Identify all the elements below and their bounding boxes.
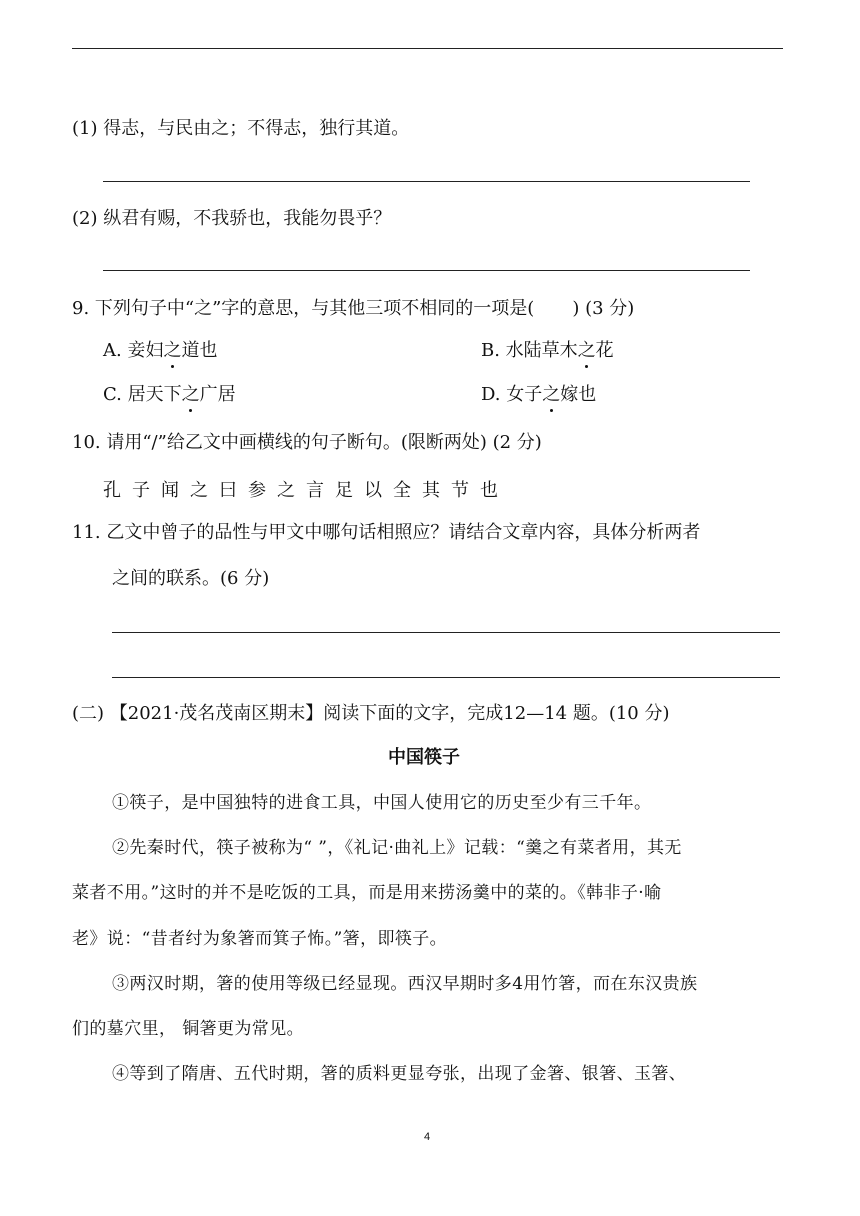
passage-paragraph-4-line-1: ④等到了隋唐、五代时期，箸的质料更显夸张，出现了金箸、银箸、玉箸、 [112, 1064, 687, 1084]
passage-paragraph-2-line-2: 菜者不用。”这时的并不是吃饭的工具，而是用来捞汤羹中的菜的。《韩非子·喻 [72, 883, 662, 903]
option-d[interactable] [481, 383, 596, 407]
option-d-text: 女子 [506, 384, 543, 405]
question-11-line-2: 之间的联系。(6 分) [112, 568, 270, 589]
emphasis-char: 之 [542, 384, 561, 405]
question-10-sentence: 孔子闻之曰参之言足以全其节也 [103, 480, 509, 501]
option-d-text-end: 嫁也 [560, 384, 597, 405]
option-b[interactable] [481, 339, 614, 363]
passage-paragraph-3-line-2: 们的墓穴里， 铜箸更为常见。 [72, 1019, 305, 1039]
option-d-label: D. [481, 384, 507, 405]
passage-title: 中国筷子 [388, 747, 460, 768]
question-9-score: ) (3 分) [572, 298, 635, 319]
answer-item-2: (2) 纵君有赐，不我骄也，我能勿畏乎？ [72, 208, 392, 229]
question-11-line-1: 11. 乙文中曾子的品性与甲文中哪句话相照应？请结合文章内容，具体分析两者 [72, 522, 701, 543]
question-9-text: 9. 下列句子中“之”字的意思，与其他三项不相同的一项是( [72, 298, 535, 319]
answer-line-4 [112, 677, 780, 678]
header-rule [72, 48, 783, 49]
passage-paragraph-2-line-1: ②先秦时代，筷子被称为“ ”，《礼记·曲礼上》记载：“羹之有菜者用，其无 [112, 838, 682, 858]
option-b-text: 水陆草木 [505, 340, 578, 361]
emphasis-char: 之 [163, 340, 182, 361]
option-a-label: A. [103, 340, 128, 361]
answer-line-2 [103, 270, 750, 271]
option-c-text: 居天下 [127, 384, 182, 405]
question-10-stem: 10. 请用“/”给乙文中画横线的句子断句。(限断两处) (2 分) [72, 432, 542, 453]
option-a-text-end: 道也 [181, 340, 218, 361]
passage-paragraph-3-line-1: ③两汉时期，箸的使用等级已经显现。西汉早期时多4用竹箸，而在东汉贵族 [112, 974, 698, 994]
answer-line-1 [103, 181, 750, 182]
option-a-text: 妾妇 [127, 340, 164, 361]
answer-line-3 [112, 632, 780, 633]
option-c-label: C. [103, 384, 128, 405]
answer-item-1: (1) 得志，与民由之；不得志，独行其道。 [72, 118, 410, 139]
option-a[interactable] [103, 339, 217, 363]
passage-paragraph-1: ①筷子，是中国独特的进食工具，中国人使用它的历史至少有三千年。 [112, 793, 652, 813]
question-9-stem [72, 297, 634, 321]
emphasis-char: 之 [577, 340, 596, 361]
option-b-label: B. [481, 340, 506, 361]
emphasis-char: 之 [181, 384, 200, 405]
option-b-text-end: 花 [595, 340, 614, 361]
page-number: 4 [424, 1131, 431, 1143]
option-c[interactable] [103, 383, 236, 407]
section-2-heading: (二) 【2021·茂名茂南区期末】阅读下面的文字，完成12—14 题。(10 分) [72, 703, 670, 724]
option-c-text-end: 广居 [199, 384, 236, 405]
passage-paragraph-2-line-3: 老》说：“昔者纣为象箸而箕子怖。”箸，即筷子。 [72, 929, 448, 949]
